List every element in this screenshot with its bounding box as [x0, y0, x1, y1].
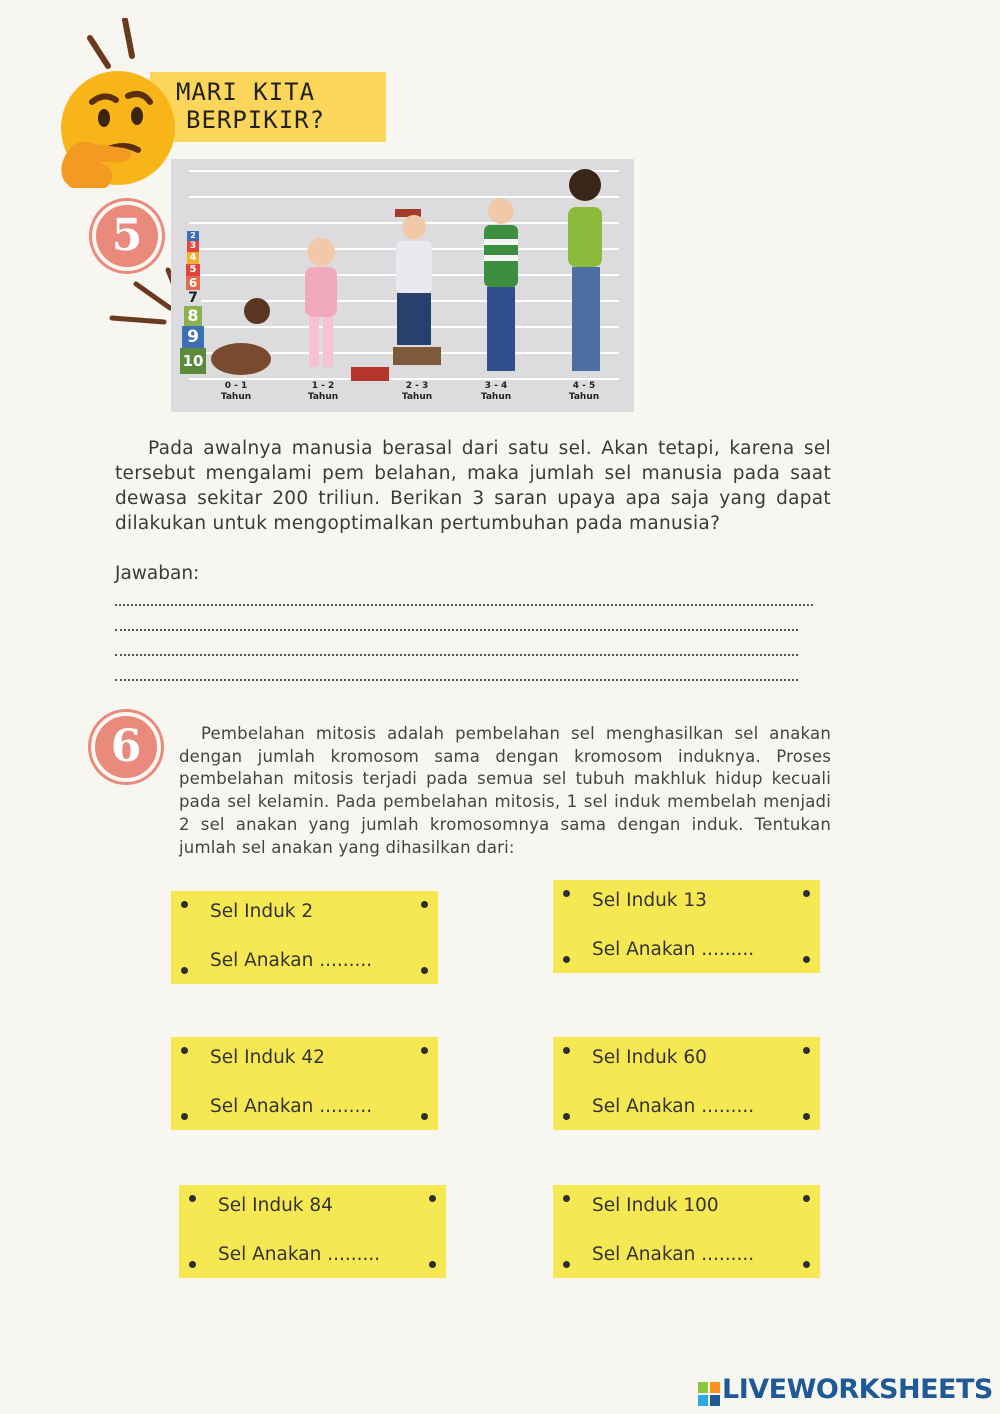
block-label: 6 [188, 276, 198, 290]
answer-line-2[interactable] [115, 629, 798, 631]
card-dot [563, 1113, 570, 1120]
card-dot [421, 1113, 428, 1120]
card-dot [803, 1261, 810, 1268]
card-dot [421, 901, 428, 908]
age-label: 2 - 3 Tahun [401, 381, 433, 402]
block-label: 2 [190, 231, 196, 240]
title-line-1: MARI KITA [176, 78, 316, 106]
brand-name[interactable]: LIVEWORKSHEETS [722, 1374, 993, 1405]
block-label: 7 [188, 290, 198, 306]
thinking-face-icon [40, 18, 190, 188]
card-dot [189, 1195, 196, 1202]
number-blocks [181, 231, 205, 374]
block-label: 4 [189, 252, 197, 263]
cell-card [553, 1037, 820, 1130]
parent-cell-label: Sel Induk 60 [592, 1047, 707, 1068]
card-dot [563, 1261, 570, 1268]
block-label: 9 [187, 327, 199, 347]
card-dot [803, 1195, 810, 1202]
parent-cell-label: Sel Induk 100 [592, 1195, 719, 1216]
card-dot [429, 1261, 436, 1268]
question-number-6: 6 [91, 712, 161, 782]
card-dot [563, 890, 570, 897]
card-dot [803, 1113, 810, 1120]
question-6-text: Pembelahan mitosis adalah pembelahan sel menghasilkan sel anakan dengan jumlah kromosom sama dengan kromosom induknya. Proses pembelahan mitosis terjadi pada semua sel tubuh makhluk hidup kecuali pada sel kelamin. Pada pembelahan mitosis, 1 sel induk membelah menjadi 2 sel anakan yang jumlah kromosomnya sama dengan induk. Tentukan jumlah sel anakan yang dihasilkan dari: [179, 724, 831, 857]
daughter-cell-answer[interactable]: Sel Anakan ......... [218, 1244, 381, 1265]
daughter-cell-answer[interactable]: Sel Anakan ......... [592, 1244, 755, 1265]
cell-card [179, 1185, 446, 1278]
card-dot [563, 1195, 570, 1202]
block-label: 8 [187, 306, 199, 325]
cell-card [553, 1185, 820, 1278]
parent-cell-label: Sel Induk 84 [218, 1195, 333, 1216]
title-line-2: BERPIKIR? [186, 106, 326, 134]
child-growth-picture [171, 159, 634, 412]
answer-label: Jawaban: [115, 563, 200, 584]
parent-cell-label: Sel Induk 13 [592, 890, 707, 911]
daughter-cell-answer[interactable]: Sel Anakan ......... [592, 1096, 755, 1117]
parent-cell-label: Sel Induk 2 [210, 901, 314, 922]
daughter-cell-answer[interactable]: Sel Anakan ......... [592, 939, 755, 960]
answer-line-1[interactable] [115, 604, 813, 606]
daughter-cell-answer[interactable]: Sel Anakan ......... [210, 950, 373, 971]
block-label: 10 [182, 352, 204, 370]
card-dot [189, 1261, 196, 1268]
parent-cell-label: Sel Induk 42 [210, 1047, 325, 1068]
card-dot [563, 1047, 570, 1054]
age-label: 1 - 2 Tahun [307, 381, 339, 402]
card-dot [803, 890, 810, 897]
age-label: 4 - 5 Tahun [568, 381, 600, 402]
card-dot [563, 956, 570, 963]
answer-line-3[interactable] [115, 654, 798, 656]
answer-line-4[interactable] [115, 679, 798, 681]
card-dot [429, 1195, 436, 1202]
child-figure [211, 298, 271, 375]
card-dot [181, 1113, 188, 1120]
card-dot [421, 1047, 428, 1054]
cell-card [171, 1037, 438, 1130]
question-number-5: 5 [92, 201, 162, 271]
title-text [176, 78, 376, 134]
card-dot [181, 967, 188, 974]
card-dot [803, 956, 810, 963]
question-5-text: Pada awalnya manusia berasal dari satu sel. Akan tetapi, karena sel tersebut mengalami pem belahan, maka jumlah sel manusia pada saat dewasa sekitar 200 triliun. Berikan 3 saran upaya apa saja yang dapat dilakukan untuk mengoptimalkan pertumbuhan pada manusia? [115, 438, 831, 534]
card-dot [803, 1047, 810, 1054]
age-label: 0 - 1 Tahun [220, 381, 252, 402]
block-label: 5 [189, 264, 197, 275]
liveworksheets-logo-icon [698, 1382, 720, 1406]
cell-card [171, 891, 438, 984]
age-label: 3 - 4 Tahun [480, 381, 512, 402]
block-label: 3 [189, 241, 197, 251]
daughter-cell-answer[interactable]: Sel Anakan ......... [210, 1096, 373, 1117]
card-dot [181, 901, 188, 908]
card-dot [421, 967, 428, 974]
cell-card [553, 880, 820, 973]
card-dot [181, 1047, 188, 1054]
